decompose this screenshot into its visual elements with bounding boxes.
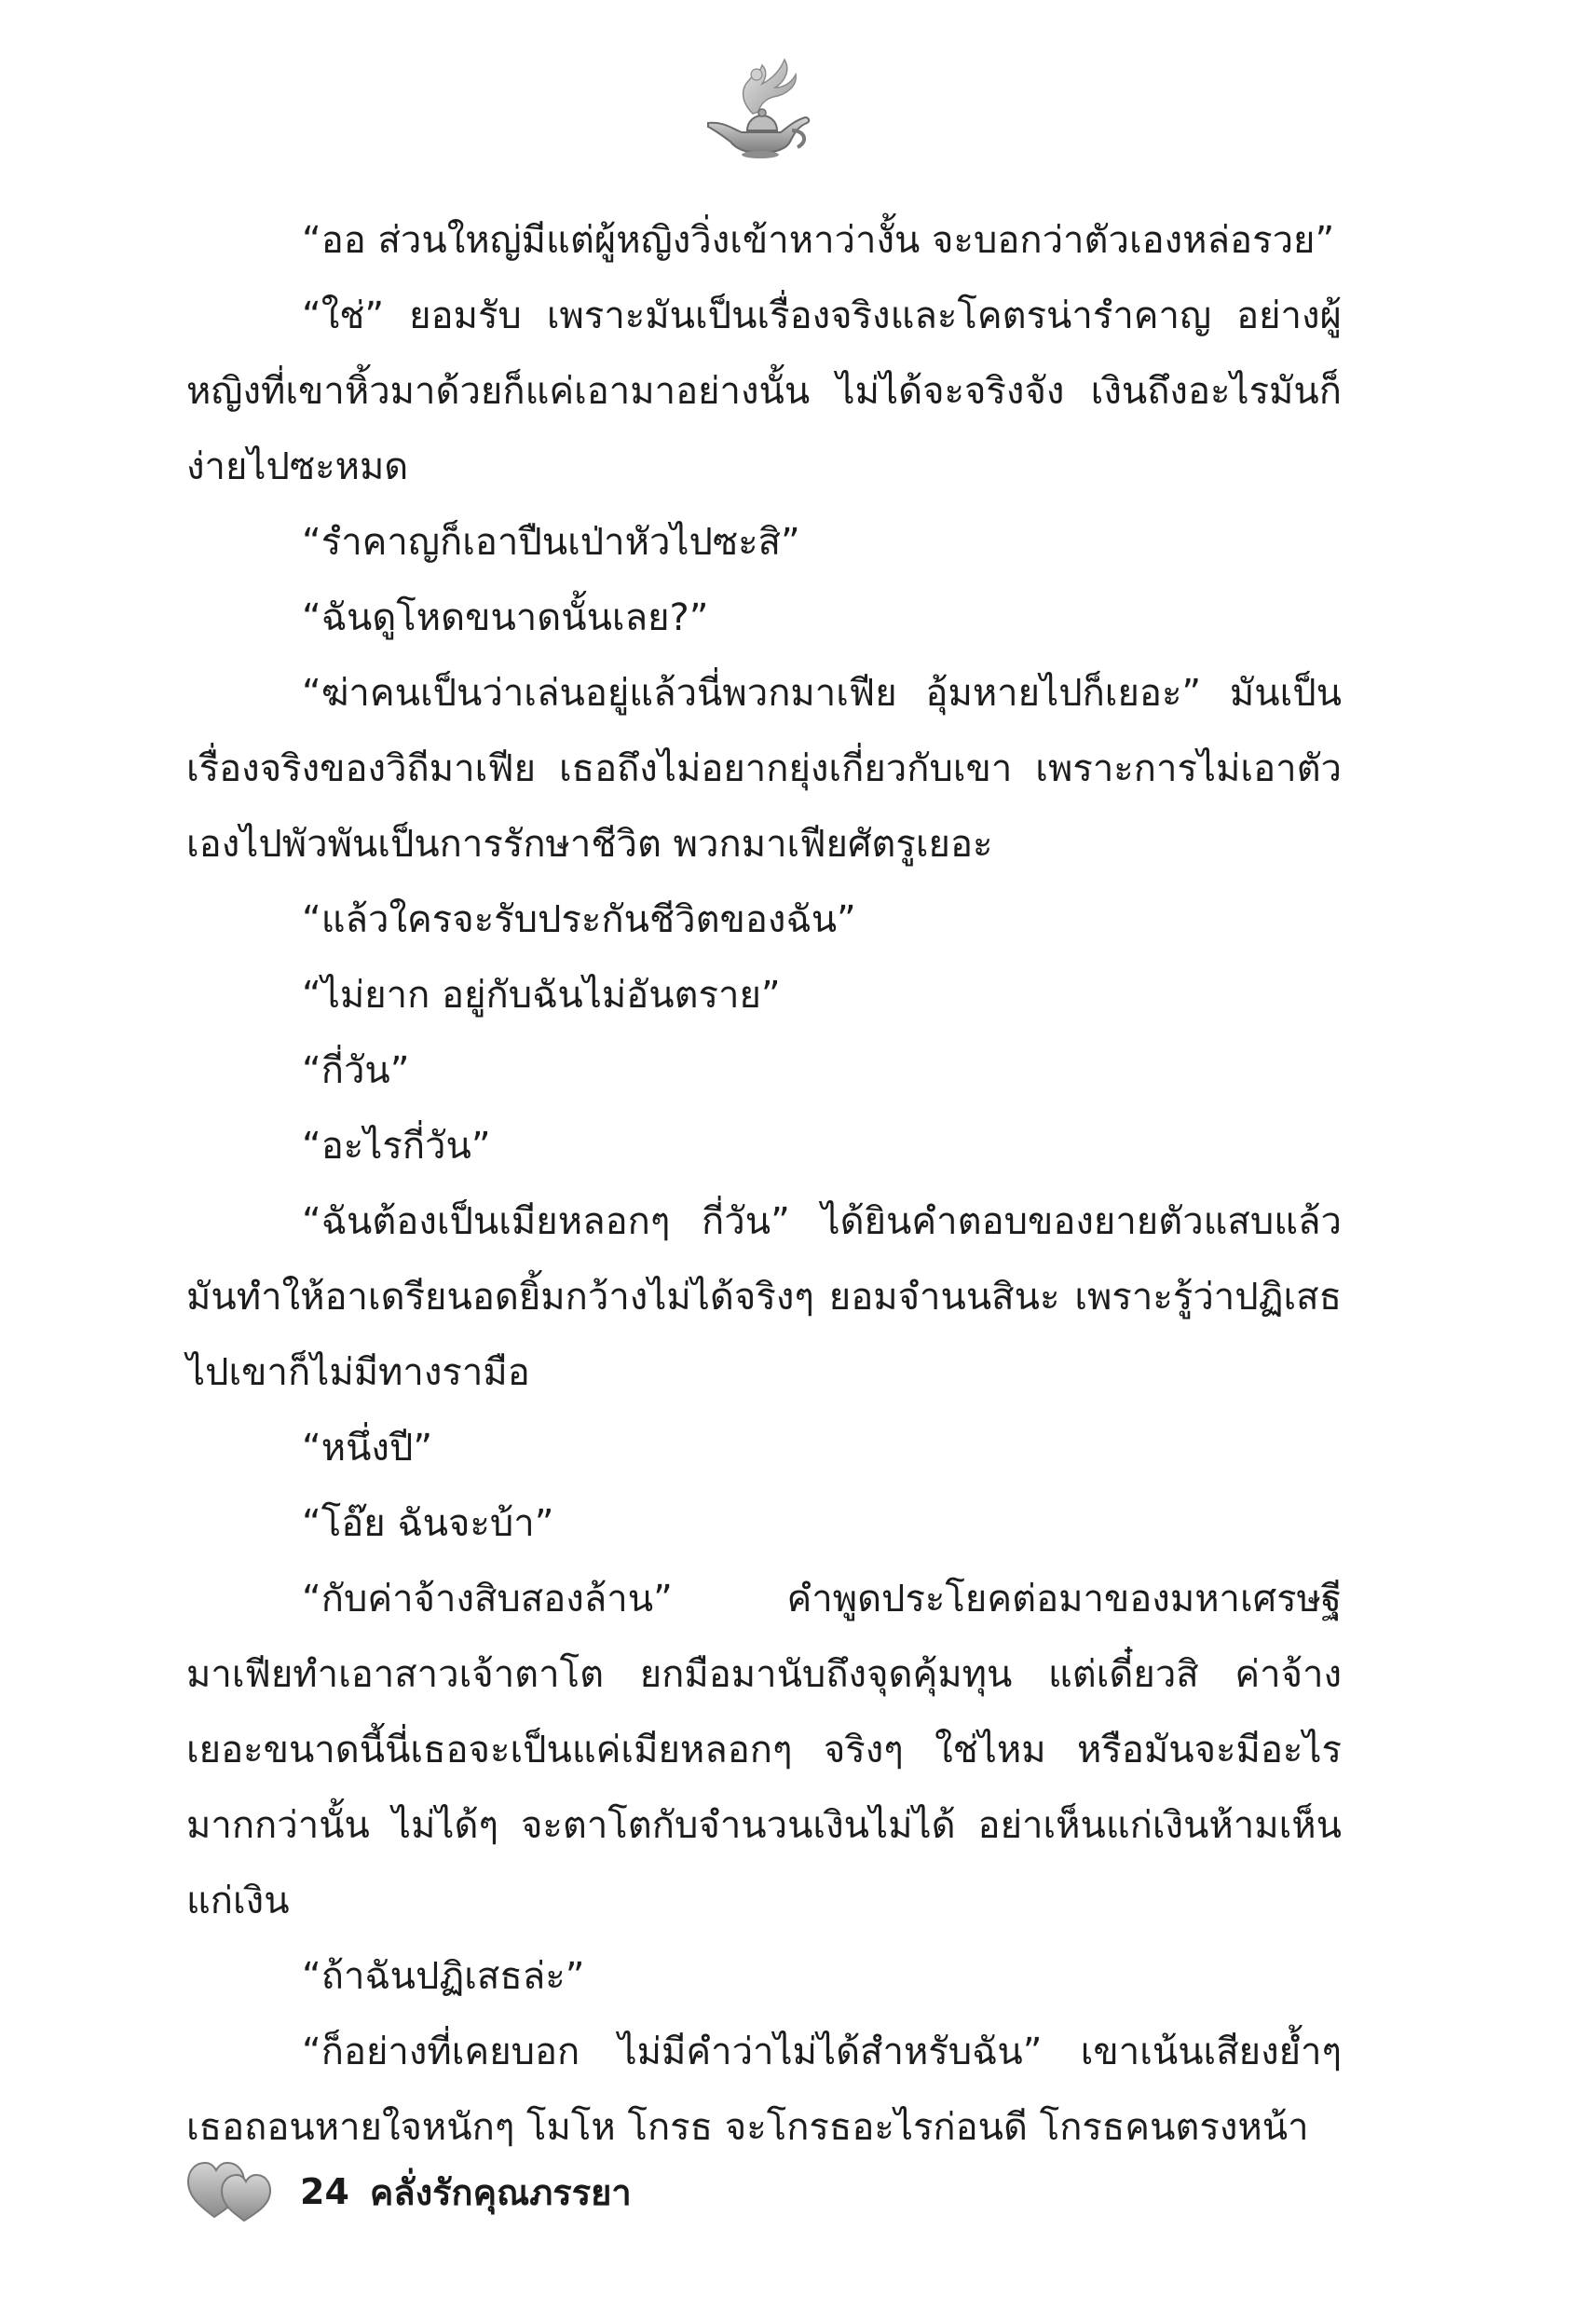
paragraph: “อะไรกี่วัน” bbox=[302, 1125, 491, 1168]
paragraph: “แล้วใครจะรับประกันชีวิตของฉัน” bbox=[302, 898, 856, 941]
paragraph: “โอ๊ย ฉันจะบ้า” bbox=[302, 1502, 554, 1545]
paragraph: “หนึ่งปี” bbox=[302, 1427, 433, 1470]
paragraph: “ฆ่าคนเป็นว่าเล่นอยู่แล้วนี่พวกมาเฟีย อุ้มหายไปก็เยอะ” มันเป็นเรื่องจริงของวิถีมาเฟีย เธอถึงไม่อยากยุ่งเกี่ยวกับเขา เพราะการไม่เอาตัวเองไปพัวพันเป็นการรักษาชีวิต พวกมาเฟียศัตรูเยอะ bbox=[186, 672, 1342, 866]
paragraph: “ฉันต้องเป็นเมียหลอกๆ กี่วัน” ได้ยินคำตอบของยายตัวแสบแล้วมันทำให้อาเดรียนอดยิ้มกว้างไม่ได้จริงๆ ยอมจำนนสินะ เพราะรู้ว่าปฏิเสธไปเขาก็ไม่มีทางรามือ bbox=[186, 1200, 1342, 1394]
book-title: คลั่งรักคุณภรรยา bbox=[369, 2171, 632, 2213]
paragraph: “กี่วัน” bbox=[302, 1049, 410, 1092]
paragraph: “ไม่ยาก อยู่กับฉันไม่อันตราย” bbox=[302, 974, 781, 1017]
page-number: 24 bbox=[300, 2171, 349, 2212]
paragraph: “ก็อย่างที่เคยบอก ไม่มีคำว่าไม่ได้สำหรับฉัน” เขาเน้นเสียงย้ำๆ เธอถอนหายใจหนักๆ โมโห โกรธ จะโกรธอะไรก่อนดี โกรธคนตรงหน้า bbox=[186, 2031, 1342, 2149]
paragraph: “กับค่าจ้างสิบสองล้าน” คำพูดประโยคต่อมาของมหาเศรษฐีมาเฟียทำเอาสาวเจ้าตาโต ยกมือมานับถึงจุดคุ้มทุน แต่เดี๋ยวสิ ค่าจ้างเยอะขนาดนี้นี่เธอจะเป็นแค่เมียหลอกๆ จริงๆ ใช่ไหม หรือมันจะมีอะไรมากกว่านั้น ไม่ได้ๆ จะตาโตกับจำนวนเงินไม่ได้ อย่าเห็นแก่เงินห้ามเห็นแก่เงิน bbox=[186, 1578, 1342, 1922]
paragraph: “รำคาญก็เอาปืนเป่าหัวไปซะสิ” bbox=[302, 521, 800, 564]
page-footer bbox=[186, 2154, 632, 2229]
story-text bbox=[186, 203, 1342, 2166]
genie-lamp-icon bbox=[695, 56, 816, 158]
paragraph: “ฉันดูโหดขนาดนั้นเลย?” bbox=[302, 596, 709, 639]
hearts-icon bbox=[186, 2159, 272, 2224]
paragraph: “ถ้าฉันปฏิเสธล่ะ” bbox=[302, 1955, 585, 1998]
paragraph: “ออ ส่วนใหญ่มีแต่ผู้หญิงวิ่งเข้าหาว่างั้น จะบอกว่าตัวเองหล่อรวย” bbox=[302, 219, 1335, 262]
paragraph: “ใช่” ยอมรับ เพราะมันเป็นเรื่องจริงและโคตรน่ารำคาญ อย่างผู้หญิงที่เขาหิ้วมาด้วยก็แค่เอามาอย่างนั้น ไม่ได้จะจริงจัง เงินถึงอะไรมันก็ง่ายไปซะหมด bbox=[186, 294, 1342, 488]
